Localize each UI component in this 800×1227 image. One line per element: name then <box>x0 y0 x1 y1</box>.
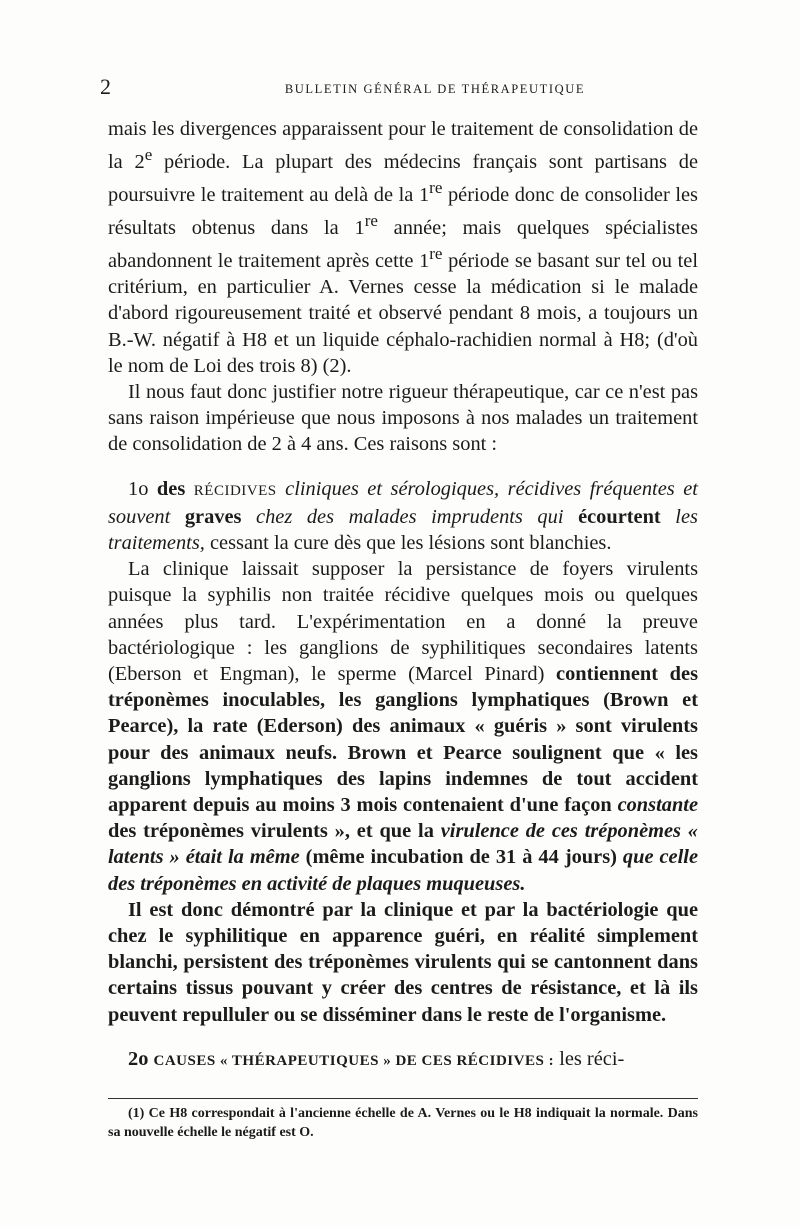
footnote: (1) Ce H8 correspondait à l'ancienne échelle de A. Vernes ou le H8 indiquait la normale. Dans sa nouvelle échelle le négatif est O. <box>108 1106 698 1140</box>
paragraph-consolidation: mais les divergences apparaissent pour le traitement de consolidation de la 2e période. La plupart des médecins français sont partisans de poursuivre le traitement au delà de la 1re période donc de consolider les résultats obtenus dans la 1re année; mais quelques spécialistes abandonnent le traitement après cette 1re période se basant sur tel ou tel critérium, en particulier A. Vernes cesse la médication si le malade d'abord rigoureusement traité et observé pendant 8 mois, a toujours un B.-W. négatif à H8 et un liquide céphalo-rachidien normal à H8; (d'où le nom de Loi des trois 8) (2). <box>108 118 698 377</box>
page-number: 2 <box>100 74 111 99</box>
body-text <box>108 116 698 1074</box>
paragraph-clinique: La clinique laissait supposer la persistance de foyers virulents puisque la syphilis non traitée récidive quelques mois ou quelques années plus tard. L'expérimentation en a donné la preuve bactériologique : les ganglions de syphilitiques secondaires latents (Eberson et Engman), le sperme (Marcel Pinard) contiennent des tréponèmes inoculables, les ganglions lymphatiques (Brown et Pearce), la rate (Ederson) des animaux « guéris » sont virulents pour des animaux neufs. Brown et Pearce soulignent que « les ganglions lymphatiques des lapins indemnes de tout accident apparent depuis au moins 3 mois contenaient d'une façon constante des tréponèmes virulents », et que la virulence de ces tréponèmes « latents » était la même (même incubation de 31 à 44 jours) que celle des tréponèmes en activité de plaques muqueuses. <box>108 558 699 895</box>
footnote-rule <box>108 1098 698 1099</box>
paragraph-rigueur: Il nous faut donc justifier notre rigueur thérapeutique, car ce n'est pas sans raison impérieuse que nous imposons à nos malades un traitement de consolidation de 2 à 4 ans. Ces raisons sont : <box>108 381 698 456</box>
paragraph-demonstration: Il est donc démontré par la clinique et par la bactériologie que chez le syphilitique en apparence guéri, en réalité simplement blanchi, persistent des tréponèmes virulents qui se cantonnent dans certains tissus pouvant y créer des centres de résistance, et là ils peuvent repulluler ou se disséminer dans le reste de l'organisme. <box>108 898 698 1026</box>
section-1-heading: 1o des RÉCIDIVES cliniques et sérologiques, récidives fréquentes et souvent graves chez des malades imprudents qui écourtent les traitements, cessant la cure dès que les lésions sont blanchies. <box>108 477 698 555</box>
section-2-heading: 2o CAUSES « THÉRAPEUTIQUES » DE CES RÉCIDIVES : les réci- <box>128 1047 625 1070</box>
running-title: BULLETIN GÉNÉRAL DE THÉRAPEUTIQUE <box>284 82 586 96</box>
